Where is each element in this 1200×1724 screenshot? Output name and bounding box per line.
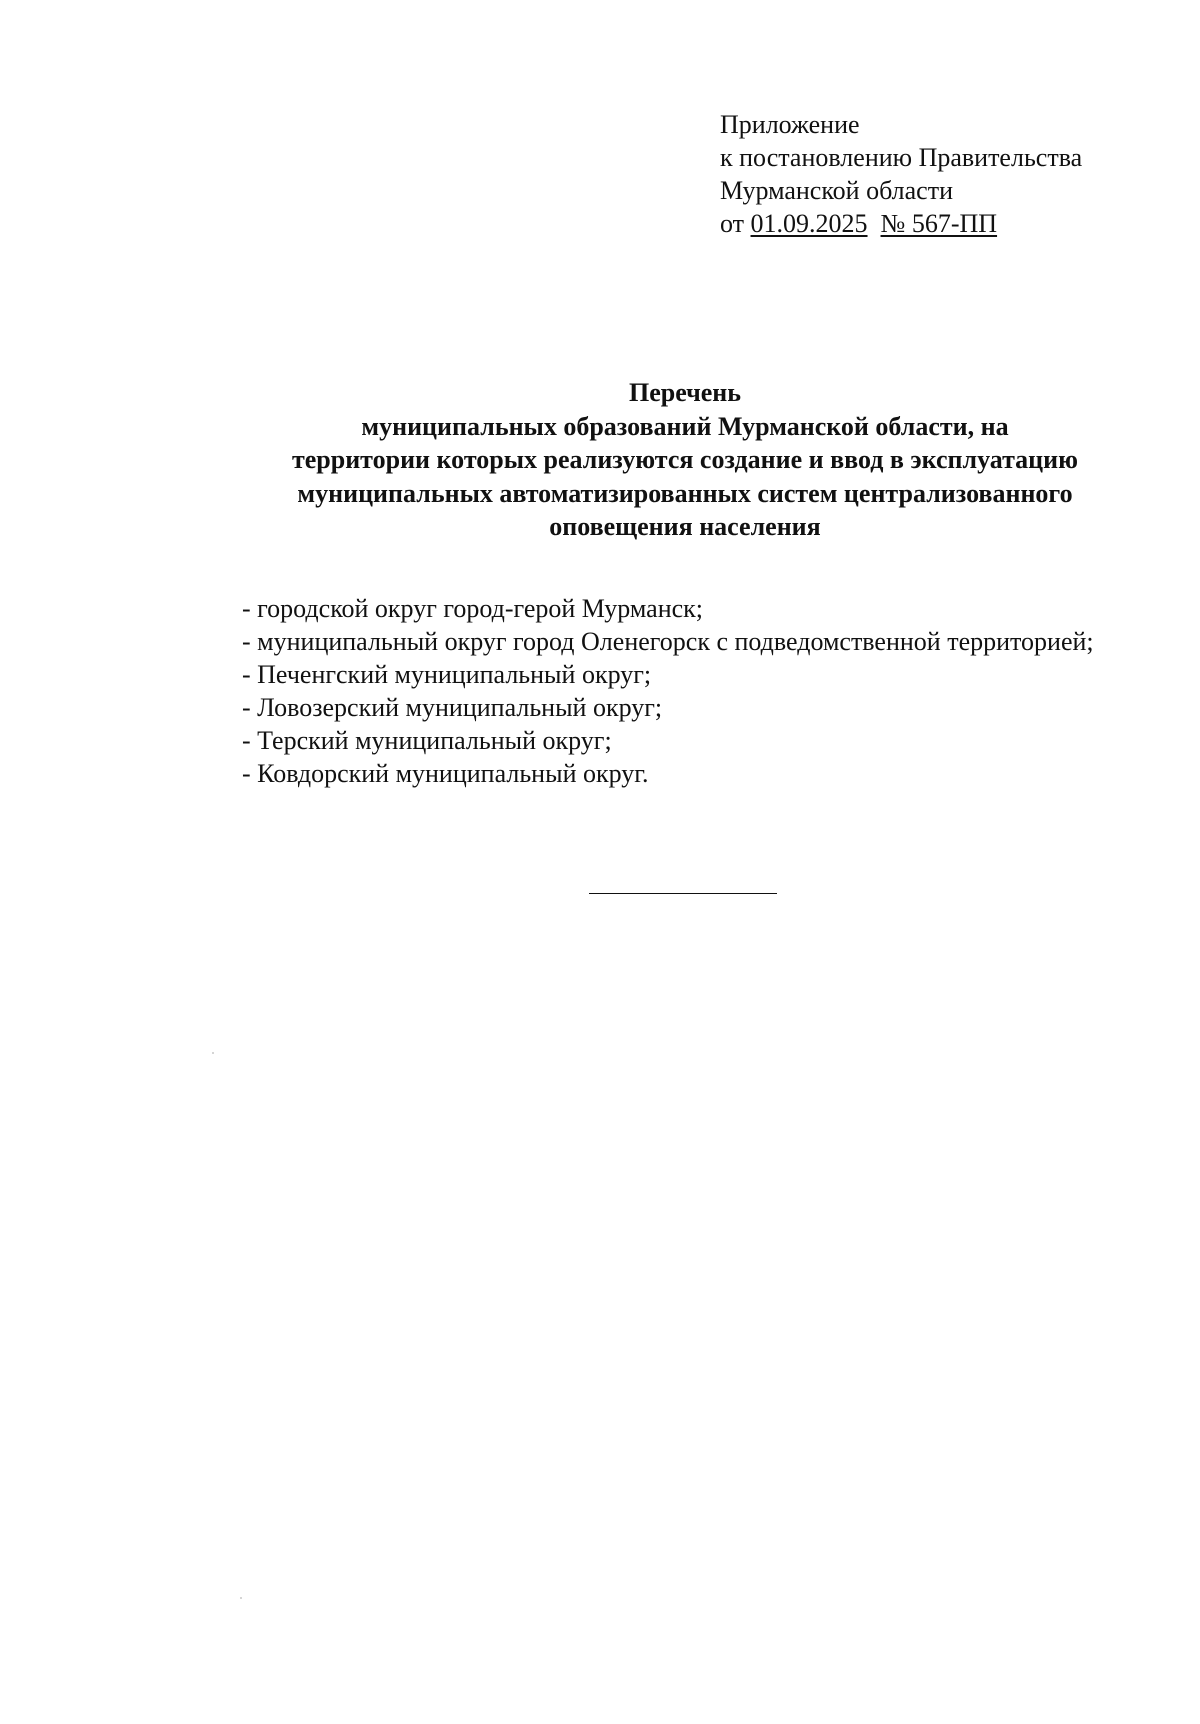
heading-title: Перечень	[628, 378, 742, 407]
heading-line-4: муниципальных автоматизированных систем централизованного	[297, 478, 1073, 508]
date-prefix: от	[720, 209, 745, 238]
list-item: - Ковдорский муниципальный округ.	[242, 759, 649, 788]
heading-line-3: территории которых реализуются создание и ввод в эксплуатацию	[291, 445, 1079, 474]
list-item: - Терский муниципальный округ;	[242, 726, 612, 755]
end-separator-line	[589, 893, 777, 894]
appendix-title: Приложение	[720, 110, 860, 139]
document-heading	[160, 376, 1200, 544]
heading-line-2: муниципальных образований Мурманской области, на	[361, 411, 1009, 441]
list-item: - городской округ город-герой Мурманск;	[242, 594, 704, 623]
heading-line-5: оповещения населения	[549, 512, 821, 541]
appendix-date-line	[720, 207, 1160, 240]
resolution-date: 01.09.2025	[750, 209, 868, 238]
appendix-block	[720, 108, 1160, 240]
resolution-number: № 567-ПП	[880, 209, 998, 238]
appendix-resolution-line: к постановлению Правительства	[720, 143, 1083, 172]
list-item: - Печенгский муниципальный округ;	[242, 660, 652, 689]
scan-speck	[240, 1597, 242, 1599]
municipality-list	[171, 592, 1123, 790]
scan-speck	[212, 1052, 214, 1054]
list-item: - Ловозерский муниципальный округ;	[242, 693, 663, 722]
appendix-region-line: Мурманской области	[720, 176, 953, 205]
list-item: - муниципальный округ город Оленегорск с подведомственной территорией;	[242, 627, 1094, 656]
